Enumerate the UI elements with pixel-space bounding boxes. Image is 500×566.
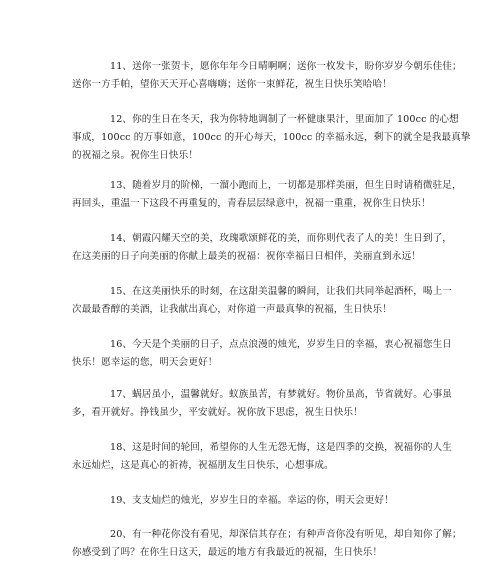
wish-18-line-1: 18、这是时间的轮回，希望你的人生无怨无悔，这是四季的交换，祝福你的人生 (110, 442, 452, 453)
wish-16-line-2: 快乐！愿幸运的您，明天会更好！ (72, 357, 218, 368)
wish-item-14 (72, 230, 452, 266)
wish-item-17 (72, 386, 452, 422)
wish-18-line-2: 永远灿烂，这是真心的祈祷，祝福朋友生日快乐，心想事成。 (72, 460, 334, 471)
wish-11-line-2: 送你一方手帕，望你天天开心喜嗨嗨；送你一束鲜花，祝生日快乐笑哈哈！ (72, 79, 392, 90)
wish-11-line-1: 11、送你一张贺卡，愿你年年今日晴啊啊；送你一枚发卡，盼你岁岁今朝乐佳佳； (110, 61, 462, 72)
wish-12-line-1: 12、你的生日在冬天，我为你特地调制了一杯健康果汁，里面加了 100cc 的心想 (110, 114, 459, 125)
wish-item-18 (72, 439, 452, 475)
wish-13-line-1: 13、随着岁月的阶梯，一溜小跑而上，一切都是那样美丽，但生日时请稍微驻足， (110, 180, 462, 191)
wish-17-line-1: 17、蜗居虽小，温馨就好。蚁族虽苦，有梦就好。物价虽高，节省就好。心事虽 (110, 389, 452, 400)
wish-12-line-2: 事成，100cc 的万事如意，100cc 的开心每天，100cc 的幸福永远，剩下的就全是我最真挚 (72, 132, 471, 143)
wish-item-11 (72, 58, 462, 94)
wish-14-line-1: 14、朝霞闪耀天空的美，玫瑰歌颂鲜花的美，而你则代表了人的美！生日到了， (110, 233, 452, 244)
wish-19-line-1: 19、支支灿烂的烛光，岁岁生日的幸福。幸运的你，明天会更好！ (110, 495, 394, 506)
wish-16-line-1: 16、今天是个美丽的日子，点点浪漫的烛光，岁岁生日的幸福，衷心祝福您生日 (110, 339, 452, 350)
wish-item-12 (72, 111, 471, 165)
wish-item-16 (72, 336, 452, 372)
wish-20-line-1: 20、有一种花你没有看见，却深信其存在；有种声音你没有听见，却自知你了解； (110, 529, 462, 540)
wish-17-line-2: 多，看开就好。挣钱虽少，平安就好。祝你放下思虑，祝生日快乐！ (72, 407, 363, 418)
wish-item-19 (72, 492, 432, 510)
wish-12-line-3: 的祝福之泉。祝你生日快乐！ (72, 150, 199, 161)
wish-item-20 (72, 526, 462, 562)
wish-15-line-2: 次最最香醇的美酒，让我献出真心，对你道一声最真挚的祝福，生日快乐！ (72, 304, 392, 315)
wish-item-15 (72, 283, 452, 319)
wish-20-line-2: 你感受到了吗？在你生日这天，最远的地方有我最近的祝福，生日快乐！ (72, 547, 383, 558)
wish-item-13 (72, 177, 462, 213)
wish-15-line-1: 15、在这美丽快乐的时刻，在这甜美温馨的瞬间，让我们共同举起酒杯，喝上一 (110, 286, 452, 297)
wish-13-line-2: 再回头，重温一下这段不再重复的，青春层层绿意中，祝福一重重，祝你生日快乐！ (72, 198, 431, 209)
wish-14-line-2: 在这美丽的日子向美丽的你献上最美的祝福：祝你幸福日日相伴，美丽直到永远！ (72, 251, 421, 262)
